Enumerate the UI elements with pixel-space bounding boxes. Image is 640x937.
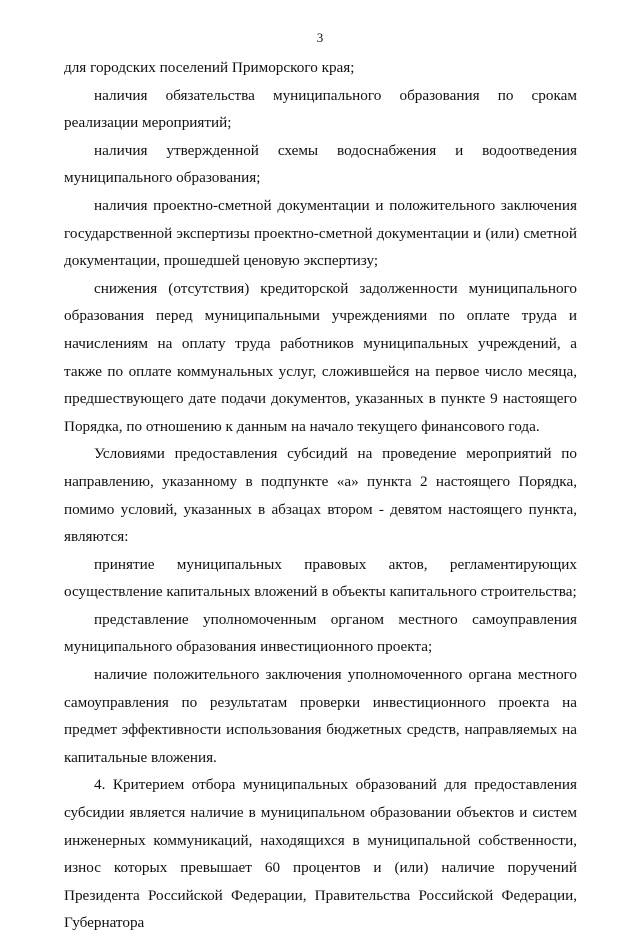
paragraph-continuation: для городских поселений Приморского края; <box>64 59 355 76</box>
paragraph-obligation: наличия обязательства муниципального образования по срокам реализации мероприятий; <box>64 86 577 132</box>
paragraph-water-scheme: наличия утвержденной схемы водоснабжения и водоотведения муниципального образования; <box>64 141 577 187</box>
paragraph-selection-criterion: 4. Критерием отбора муниципальных образований для предоставления субсидии является наличие в муниципальном образовании объектов и систем инженерных коммуникаций, находящихся в муниципальной собственности, износ которых превышает 60 процентов и (или) наличие поручений Президента Российской Федерации, Правительства Российской Федерации, Губернатора <box>64 776 577 932</box>
paragraph-legal-acts: принятие муниципальных правовых актов, регламентирующих осуществление капитальных вложений в объекты капитального строительства; <box>64 555 577 601</box>
paragraph-investment-project: представление уполномоченным органом местного самоуправления муниципального образования инвестиционного проекта; <box>64 610 577 656</box>
page-number: 3 <box>316 30 324 45</box>
paragraph-design-documentation: наличия проектно-сметной документации и положительного заключения государственной экспертизы проектно-сметной документации и (или) сметной документации, прошедшей ценовую экспертизу; <box>64 196 577 270</box>
paragraph-debt-reduction: снижения (отсутствия) кредиторской задолженности муниципального образования перед муниципальными учреждениями по оплате труда и начислениям на оплату труда работников муниципальных учреждений, а также по оплате коммунальных услуг, сложившейся на первое число месяца, предшествующего дате подачи документов, указанных в пункте 9 настоящего Порядка, по отношению к данным на начало текущего финансового года. <box>64 279 577 435</box>
document-body <box>64 54 577 937</box>
paragraph-subsidy-conditions: Условиями предоставления субсидий на проведение мероприятий по направлению, указанному в подпункте «а» пункта 2 настоящего Порядка, помимо условий, указанных в абзацах втором - девятом настоящего пункта, являются: <box>64 445 577 546</box>
paragraph-positive-conclusion: наличие положительного заключения уполномоченного органа местного самоуправления по результатам проверки инвестиционного проекта на предмет эффективности использования бюджетных средств, направляемых на капитальные вложения. <box>64 666 577 766</box>
